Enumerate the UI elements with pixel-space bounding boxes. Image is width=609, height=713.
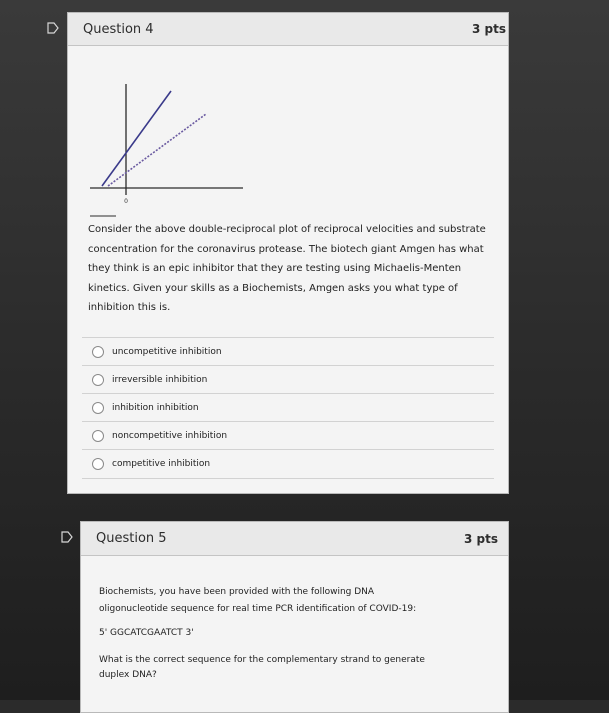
answer-option-4[interactable] [82,421,494,450]
answer-option-2[interactable] [82,365,494,394]
answer-option-2-label: irreversible inhibition [112,375,208,385]
plot-line-solid [102,91,171,186]
question-5-text-line-3: What is the correct sequence for the complementary strand to generate [99,655,425,665]
question-5-text-line-1: Biochemists, you have been provided with the following DNA [99,587,375,597]
radio-button[interactable] [92,374,104,386]
radio-button[interactable] [92,430,104,442]
question-5-card [80,521,509,713]
question-5-text-line-4: duplex DNA? [99,670,157,680]
flag-icon[interactable] [47,22,59,34]
answer-option-3-label: inhibition inhibition [112,403,199,413]
flag-icon[interactable] [61,531,73,543]
question-4-points: 3 pts [472,22,506,36]
plot-line-dotted [108,114,206,186]
answer-option-5[interactable] [82,449,494,479]
radio-button[interactable] [92,458,104,470]
answer-option-4-label: noncompetitive inhibition [112,431,228,441]
question-4-header [68,13,508,46]
double-reciprocal-plot [88,79,248,229]
answer-option-5-label: competitive inhibition [112,459,211,469]
question-5-text-line-2: oligonucleotide sequence for real time PCR identification of COVID-19: [99,604,417,614]
question-5-points: 3 pts [464,532,498,546]
radio-button[interactable] [92,402,104,414]
question-4-card [67,12,509,494]
question-5-title: Question 5 [96,531,167,546]
answer-option-1-label: uncompetitive inhibition [112,347,222,357]
plot-origin-label: 0 [124,198,128,205]
question-5-sequence: 5' GGCATCGAATCT 3' [99,628,194,638]
question-4-prompt: Consider the above double-reciprocal plot of reciprocal velocities and substrate concentration for the coronavirus protease. The biotech giant Amgen has what they think is an epic inhibitor that they are testing using Michaelis-Menten kinetics. Given your skills as a Biochemists, Amgen asks you what type of inhibition this is. [88,224,486,313]
answer-option-1[interactable] [82,337,494,366]
question-5-header [81,522,508,556]
answer-option-3[interactable] [82,393,494,422]
radio-button[interactable] [92,346,104,358]
question-4-title: Question 4 [83,22,154,37]
